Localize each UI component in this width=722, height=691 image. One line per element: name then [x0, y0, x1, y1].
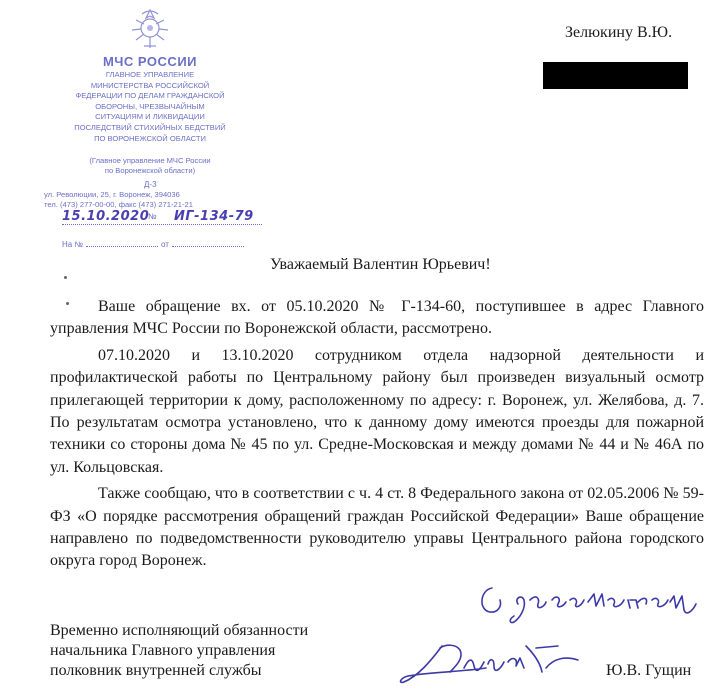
signer-name: Ю.В. Гущин [606, 662, 692, 679]
registration-underline [62, 224, 262, 225]
stamp-address-line: ул. Революции, 25, г. Воронеж, 394036 [44, 190, 180, 199]
registration-date: 15.10.2020 [62, 209, 150, 224]
redaction-block [543, 62, 688, 89]
reference-from: от [161, 240, 169, 249]
registration-no-label: № [148, 212, 157, 221]
reference-prefix: На № [62, 240, 84, 249]
signer-title [50, 621, 308, 681]
stamp-org-title: МЧС РОССИИ [102, 54, 198, 69]
stamp-address-line: тел. (473) 277-00-00, факс (473) 271-21-21 [44, 200, 193, 209]
reference-line [62, 240, 252, 249]
body-paragraph: 07.10.2020 и 13.10.2020 сотрудником отдела надзорной деятельности и профилактической работы по Центральному району был произведен визуальный осмотр прилегающей территории к дому, расположенному по адресу: г. Воронеж, ул. Желябова, д. 7. По результатам осмотра установлено, что к данному дому имеются проезды для пожарной техники со стороны дома № 45 по ул. Средне-Московская и между домами № 44 и № 46А по ул. Кольцовская. [50, 346, 704, 476]
stamp-short-name [40, 156, 260, 176]
body-paragraph: Также сообщаю, что в соответствии с ч. 4 ст. 8 Федерального закона от 02.05.2006 № 59-ФЗ «О порядке рассмотрения обращений граждан Российской Федерации» Ваше обращение направлено по подведомственности руководителю управы Центрального района городского округа город Воронеж. [50, 485, 704, 570]
emchs-emblem-icon [126, 6, 174, 52]
stamp-org-line: МИНИСТЕРСТВА РОССИЙСКОЙ [90, 80, 210, 90]
stamp-org-line: ОБОРОНЫ, ЧРЕЗВЫЧАЙНЫМ [95, 101, 205, 111]
signer-title-line: полковник внутренней службы [50, 662, 262, 679]
stamp-org-line: ФЕДЕРАЦИИ ПО ДЕЛАМ ГРАЖДАНСКОЙ [75, 91, 225, 101]
signer-title-line: начальника Главного управления [50, 642, 276, 659]
registration-number: ИГ-134-79 [174, 209, 254, 224]
greeting: Уважаемый Валентин Юрьевич! [270, 256, 491, 273]
stamp-short-name-line: (Главное управление МЧС России [89, 156, 211, 165]
letter-body [50, 296, 704, 577]
organization-stamp [40, 4, 260, 254]
stamp-org-line: ПОСЛЕДСТВИЙ СТИХИЙНЫХ БЕДСТВИЙ [74, 122, 226, 132]
stamp-org-line: ПО ВОРОНЕЖСКОЙ ОБЛАСТИ [94, 133, 206, 143]
reference-blank [172, 246, 244, 247]
handwritten-regards [470, 570, 710, 630]
stamp-short-name-line: по Воронежской области) [104, 166, 196, 175]
stamp-index: Д-3 [144, 180, 157, 189]
stamp-org-line: СИТУАЦИЯМ И ЛИКВИДАЦИИ [95, 112, 205, 122]
stamp-org-lines [40, 70, 260, 144]
body-paragraph: Ваше обращение вх. от 05.10.2020 № Г-134-60, поступившее в адрес Главного управления МЧС России по Воронежской области, рассмотрено. [50, 298, 704, 338]
stamp-address [44, 190, 260, 210]
reference-blank [86, 246, 158, 247]
recipient-name: Зелюкину В.Ю. [565, 24, 673, 41]
signer-title-line: Временно исполняющий обязанности [50, 622, 309, 639]
signature [390, 632, 590, 688]
stamp-org-line: ГЛАВНОЕ УПРАВЛЕНИЕ [105, 70, 195, 79]
registration-line [62, 209, 262, 226]
scan-dot [64, 276, 67, 279]
